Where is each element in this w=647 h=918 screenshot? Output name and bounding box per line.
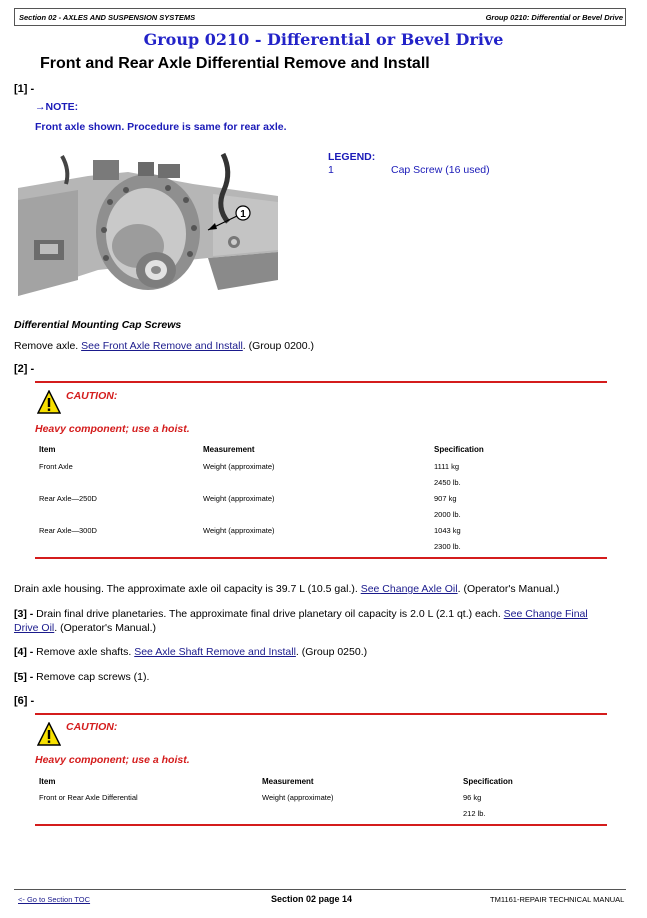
table-header-measurement: Measurement bbox=[203, 445, 255, 454]
group-title: Group 0210 - Differential or Bevel Drive bbox=[143, 30, 504, 49]
step-1-text bbox=[14, 339, 314, 353]
manual-name: TM1161-REPAIR TECHNICAL MANUAL bbox=[490, 895, 625, 904]
heavy-warning: Heavy component; use a hoist. bbox=[35, 423, 190, 435]
step-5-label: [5] - bbox=[14, 671, 34, 683]
step-1-label: [1] - bbox=[14, 83, 35, 95]
drain-text-pre: Drain axle housing. The approximate axle oil capacity is 39.7 L (10.5 gal.). bbox=[14, 583, 361, 595]
page-title: Front and Rear Axle Differential Remove and Install bbox=[40, 55, 430, 72]
step-6-label: [6] - bbox=[14, 695, 35, 707]
change-final-drive-oil-link[interactable]: See Change Final Drive Oil bbox=[14, 608, 588, 634]
caution-bottom-rule bbox=[35, 557, 607, 559]
axle-figure bbox=[18, 150, 278, 310]
table-cell-spec-metric: 1111 kg bbox=[434, 462, 460, 471]
header-group: Group 0210: Differential or Bevel Drive bbox=[485, 13, 623, 22]
warning-icon bbox=[37, 722, 61, 751]
table-cell-measurement: Weight (approximate) bbox=[203, 462, 275, 471]
table-cell-measurement: Weight (approximate) bbox=[203, 526, 275, 535]
table-header-specification: Specification bbox=[463, 777, 513, 786]
section-toc-link[interactable]: <- Go to Section TOC bbox=[18, 895, 91, 904]
table-cell-spec-imperial: 2300 lb. bbox=[434, 542, 461, 551]
table-cell-spec-metric: 907 kg bbox=[434, 494, 457, 503]
step-3-text bbox=[14, 607, 614, 635]
table-header-specification: Specification bbox=[434, 445, 484, 454]
change-axle-oil-link[interactable]: See Change Axle Oil bbox=[360, 583, 458, 595]
table-cell-spec-metric: 1043 kg bbox=[434, 526, 461, 535]
warning-icon bbox=[37, 390, 61, 419]
step-4-text bbox=[14, 645, 367, 659]
note-label: →NOTE: bbox=[35, 101, 79, 113]
table-cell-measurement: Weight (approximate) bbox=[262, 793, 334, 802]
callout-1: 1 bbox=[240, 209, 246, 220]
table-cell-item: Rear Axle—300D bbox=[39, 526, 97, 535]
step-2-label: [2] - bbox=[14, 363, 35, 375]
step-4-text-post: . (Group 0250.) bbox=[295, 646, 368, 658]
page-number: Section 02 page 14 bbox=[271, 894, 353, 904]
table-cell-spec-imperial: 212 lb. bbox=[463, 809, 486, 818]
step-3-text-post: . (Operator's Manual.) bbox=[54, 622, 157, 634]
table-header-item: Item bbox=[39, 445, 56, 454]
step-1-text-post: . (Group 0200.) bbox=[242, 340, 314, 352]
axle-shaft-link[interactable]: See Axle Shaft Remove and Install bbox=[134, 646, 296, 658]
table-cell-item: Front or Rear Axle Differential bbox=[39, 793, 138, 802]
table-cell-spec-imperial: 2450 lb. bbox=[434, 478, 461, 487]
note-text: Front axle shown. Procedure is same for rear axle. bbox=[35, 121, 287, 133]
step-4-text-pre: Remove axle shafts. bbox=[33, 646, 135, 658]
step-1-text-pre: Remove axle. bbox=[14, 340, 82, 352]
caution-top-rule bbox=[35, 713, 607, 715]
drain-text bbox=[14, 582, 559, 596]
legend-title: LEGEND: bbox=[328, 151, 376, 163]
axle-illustration bbox=[18, 150, 278, 310]
table-cell-item: Front Axle bbox=[39, 462, 73, 471]
step-5-text bbox=[14, 670, 149, 684]
drain-text-post: . (Operator's Manual.) bbox=[457, 583, 560, 595]
header-section: Section 02 - AXLES AND SUSPENSION SYSTEMS bbox=[19, 13, 196, 22]
figure-caption: Differential Mounting Cap Screws bbox=[14, 319, 182, 331]
caution-bottom-rule bbox=[35, 824, 607, 826]
footer-rule bbox=[14, 889, 626, 890]
step-4-label: [4] - bbox=[14, 646, 34, 658]
front-axle-link[interactable]: See Front Axle Remove and Install bbox=[81, 340, 243, 352]
legend-number: 1 bbox=[328, 164, 334, 176]
table-cell-spec-imperial: 2000 lb. bbox=[434, 510, 461, 519]
legend-description: Cap Screw (16 used) bbox=[391, 164, 490, 176]
step-5-body: Remove cap screws (1). bbox=[33, 671, 150, 683]
caution-label: CAUTION: bbox=[66, 390, 118, 402]
caution-label: CAUTION: bbox=[66, 721, 118, 733]
table-cell-spec-metric: 96 kg bbox=[463, 793, 482, 802]
step-3-label: [3] - bbox=[14, 608, 34, 620]
table-cell-item: Rear Axle—250D bbox=[39, 494, 97, 503]
table-cell-measurement: Weight (approximate) bbox=[203, 494, 275, 503]
table-header-measurement: Measurement bbox=[262, 777, 314, 786]
caution-top-rule bbox=[35, 381, 607, 383]
step-3-text-pre: Drain final drive planetaries. The approximate final drive planetary oil capacity is 2.0 L (2.1 qt.) each. bbox=[33, 608, 504, 620]
heavy-warning: Heavy component; use a hoist. bbox=[35, 754, 190, 766]
table-header-item: Item bbox=[39, 777, 56, 786]
